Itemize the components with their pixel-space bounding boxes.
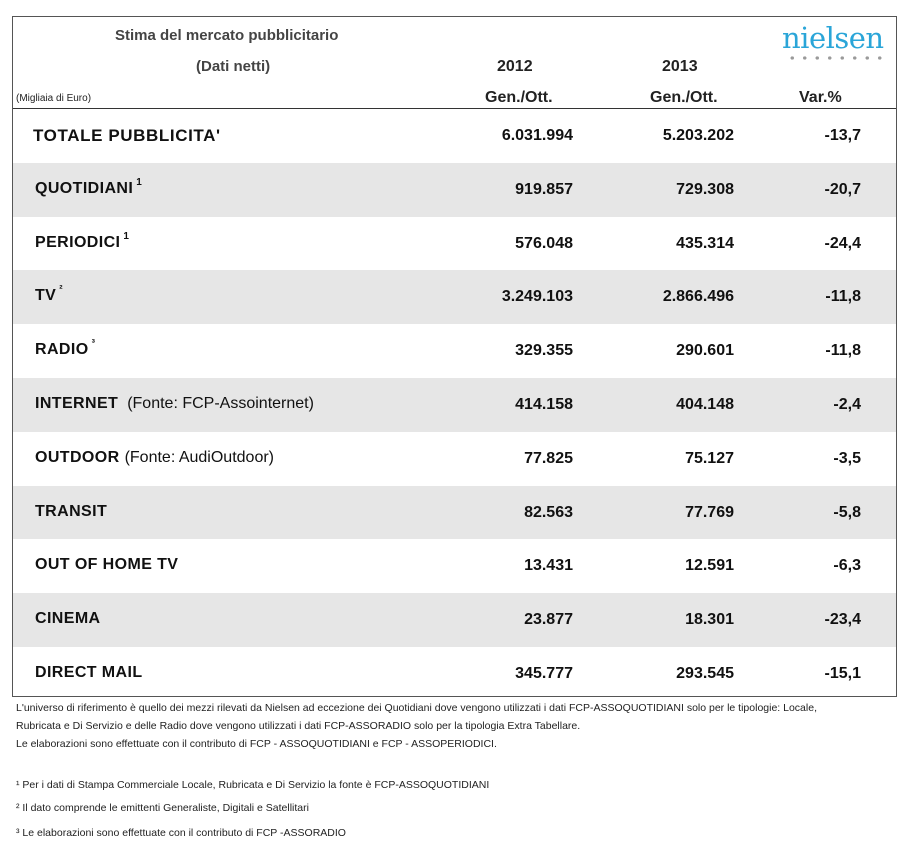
footnote-universe-line-3: Le elaborazioni sono effettuate con il contributo di FCP - ASSOQUOTIDIANI e FCP - ASSOPERIODICI.	[16, 738, 497, 750]
value-2012: 576.048	[515, 234, 573, 252]
table-row	[13, 647, 896, 701]
table-row	[13, 324, 896, 378]
row-label	[35, 230, 130, 252]
value-2012: 77.825	[524, 449, 573, 467]
variation-percent: -11,8	[825, 288, 861, 306]
table-row	[13, 163, 896, 217]
value-2013: 18.301	[685, 611, 734, 629]
variation-percent: -11,8	[825, 342, 861, 360]
value-2012: 6.031.994	[501, 127, 573, 144]
value-2013: 404.148	[676, 395, 734, 413]
value-2012: 23.877	[524, 611, 573, 629]
footnote-marker: 1	[123, 230, 130, 242]
row-label	[33, 126, 221, 146]
footnote-1: ¹ Per i dati di Stampa Commerciale Locale, Rubricata e Di Servizio la fonte è FCP-ASSOQUOTIDIANI	[16, 779, 490, 791]
row-label-text: RADIO	[35, 341, 89, 359]
variation-percent: -23,4	[824, 611, 861, 629]
footnote-universe-line-2: Rubricata e Di Servizio e delle Radio dove vengono utilizzati i dati FCP-ASSORADIO solo per la tipologia Extra Tabellare.	[16, 720, 581, 732]
row-label	[35, 503, 107, 521]
row-label	[35, 664, 143, 682]
year-2013-header: 2013	[662, 58, 698, 75]
variation-header: Var.%	[799, 89, 842, 106]
value-2013: 5.203.202	[662, 127, 734, 144]
period-2013-header: Gen./Ott.	[650, 89, 718, 106]
table-row	[13, 270, 896, 324]
value-2012: 329.355	[515, 342, 573, 360]
row-label	[35, 395, 314, 413]
value-2013: 435.314	[676, 234, 734, 252]
period-2012-header: Gen./Ott.	[485, 89, 553, 106]
table-row	[13, 378, 896, 432]
row-label-text: QUOTIDIANI	[35, 179, 134, 197]
table-subtitle: (Dati netti)	[196, 58, 271, 75]
total-row	[13, 109, 896, 163]
row-label-text: TRANSIT	[35, 502, 108, 520]
row-label-text: TV	[35, 287, 57, 305]
value-2013: 12.591	[685, 557, 734, 575]
units-label: (Migliaia di Euro)	[16, 93, 92, 104]
data-rows	[13, 109, 896, 701]
year-2012-header: 2012	[497, 58, 533, 75]
table-row	[13, 217, 896, 271]
value-2013: 729.308	[676, 180, 734, 198]
value-2013: 2.866.496	[662, 288, 734, 306]
variation-percent: -5,8	[833, 503, 861, 521]
footnote-marker: 1	[136, 176, 143, 188]
row-label-text: DIRECT MAIL	[35, 663, 143, 681]
value-2012: 919.857	[515, 180, 573, 198]
value-2012: 82.563	[524, 503, 573, 521]
row-label	[35, 610, 101, 628]
row-label-text: OUTDOOR	[35, 448, 120, 466]
nielsen-logo-text: nielsen	[782, 21, 884, 55]
table-row	[13, 486, 896, 540]
footnote-2: ² Il dato comprende le emittenti Generaliste, Digitali e Satellitari	[16, 802, 309, 814]
variation-percent: -2,4	[833, 395, 861, 413]
row-label	[35, 556, 178, 574]
table-row	[13, 539, 896, 593]
value-2012: 3.249.103	[501, 288, 573, 306]
footnote-marker: ²	[59, 284, 63, 296]
footnote-3: ³ Le elaborazioni sono effettuate con il contributo di FCP -ASSORADIO	[16, 827, 346, 839]
row-source-note: (Fonte: AudiOutdoor)	[124, 448, 274, 466]
value-2013: 77.769	[685, 503, 734, 521]
value-2012: 13.431	[524, 557, 573, 575]
variation-percent: -6,3	[833, 557, 861, 575]
value-2012: 414.158	[515, 395, 573, 413]
variation-percent: -24,4	[824, 234, 861, 252]
row-label	[35, 449, 274, 467]
footnote-universe-line-1: L'universo di riferimento è quello dei mezzi rilevati da Nielsen ad eccezione dei Quotidiani dove vengono utilizzati i dati FCP-ASSOQUOTIDIANI solo per le tipologie: Locale,	[16, 702, 817, 714]
table-row	[13, 593, 896, 647]
variation-percent: -15,1	[824, 664, 861, 682]
row-label-text: INTERNET	[35, 394, 119, 412]
variation-percent: -20,7	[824, 180, 861, 198]
table-title: Stima del mercato pubblicitario	[115, 27, 339, 44]
row-label-text: OUT OF HOME TV	[35, 556, 179, 574]
nielsen-logo	[782, 22, 888, 64]
table-row	[13, 432, 896, 486]
value-2012: 345.777	[515, 664, 573, 682]
value-2013: 290.601	[676, 342, 734, 360]
row-label	[35, 176, 143, 198]
row-label-text: PERIODICI	[35, 233, 121, 251]
row-label-text: CINEMA	[35, 610, 101, 628]
footnote-marker: ³	[91, 338, 96, 350]
row-label	[35, 284, 63, 305]
value-2013: 293.545	[676, 664, 734, 682]
value-2013: 75.127	[685, 449, 734, 467]
row-label	[35, 338, 96, 359]
variation-percent: -13,7	[824, 127, 861, 144]
row-label-text: TOTALE PUBBLICITA'	[33, 126, 221, 145]
variation-percent: -3,5	[833, 449, 861, 467]
nielsen-logo-dots	[786, 56, 886, 60]
row-source-note: (Fonte: FCP-Assointernet)	[127, 394, 314, 412]
